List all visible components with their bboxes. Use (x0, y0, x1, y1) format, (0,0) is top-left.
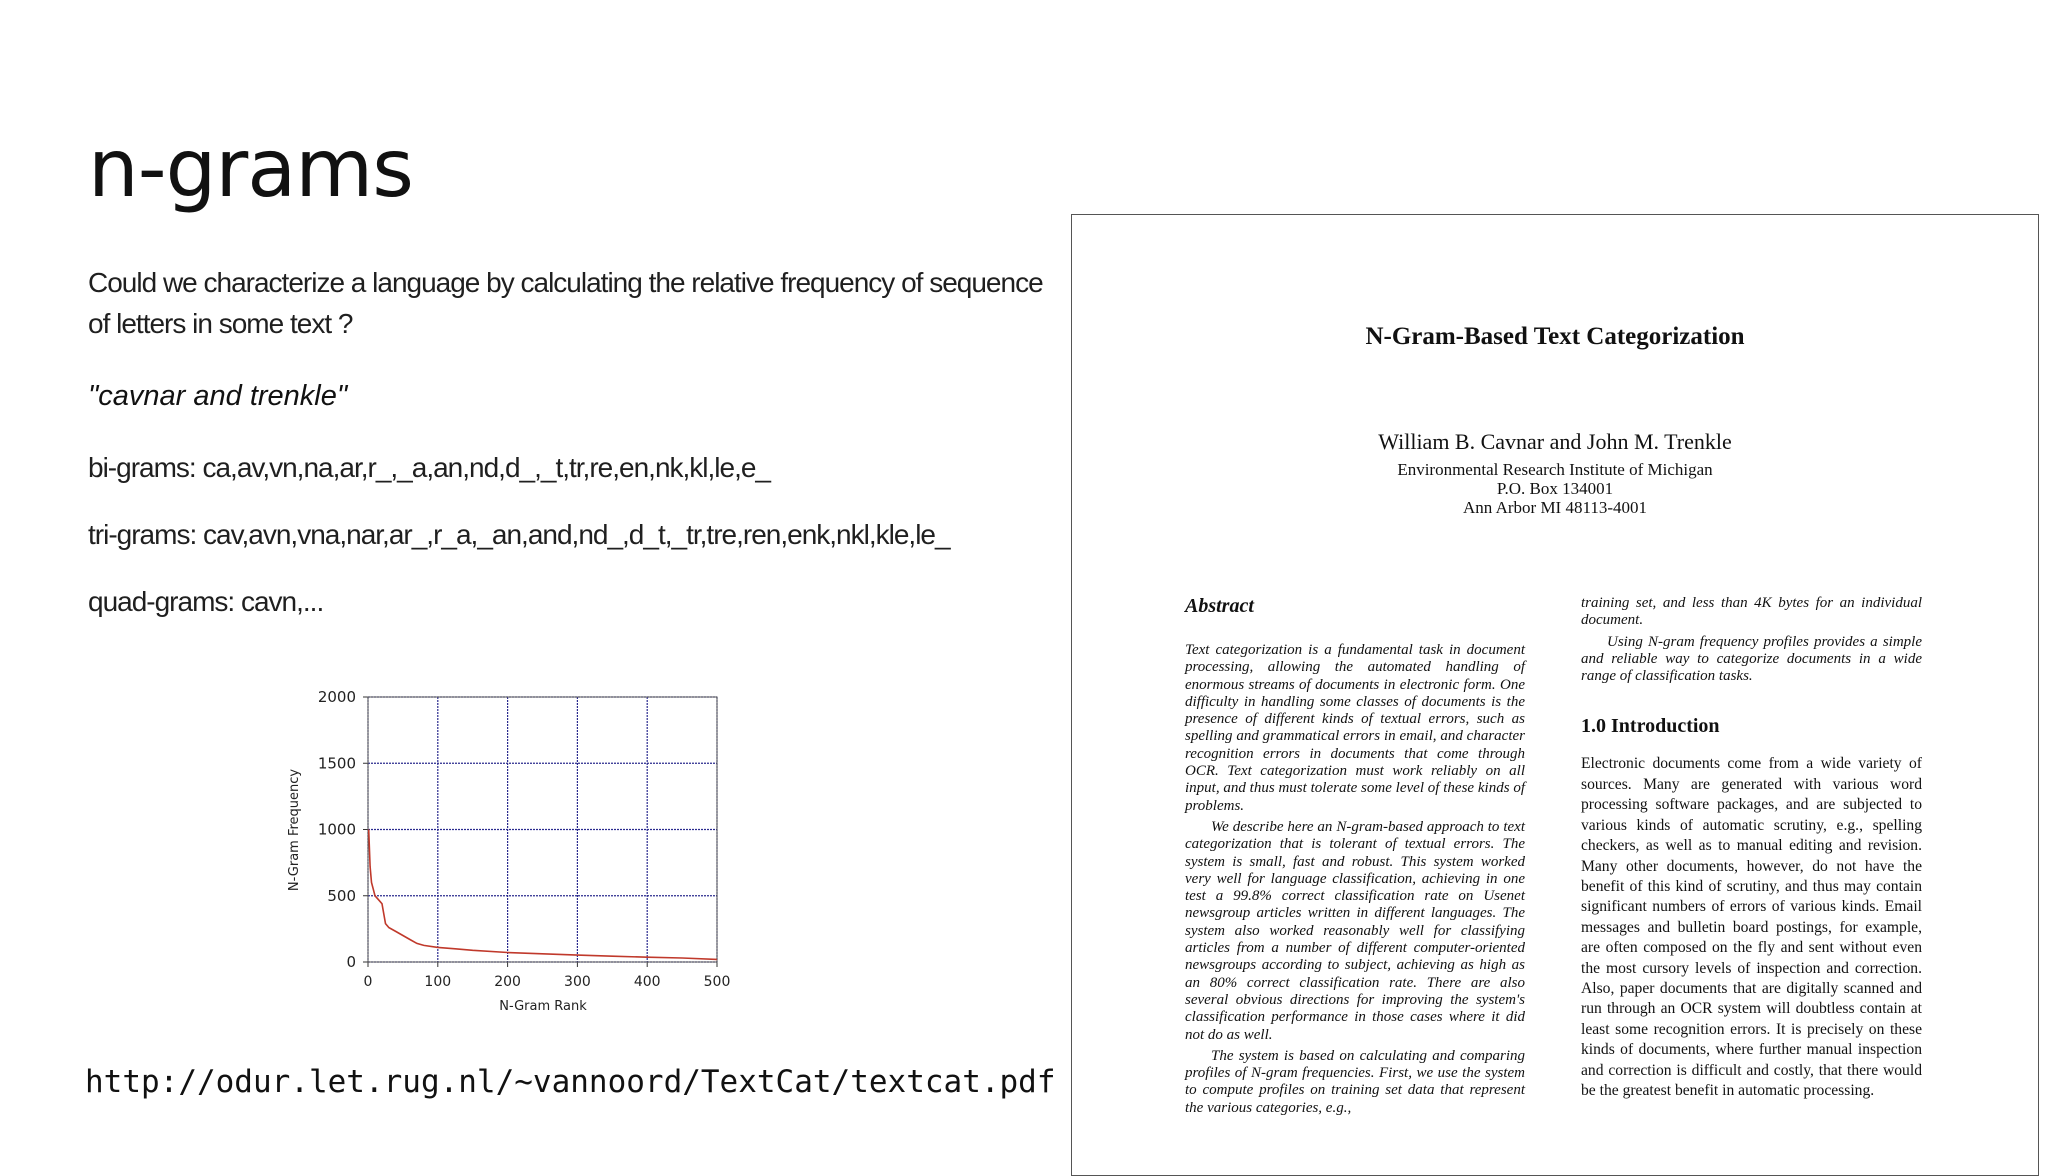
paper-authors: William B. Cavnar and John M. Trenkle (1378, 429, 1732, 454)
reference-quote: "cavnar and trenkle" (88, 380, 348, 412)
x-tick-label: 0 (363, 974, 373, 990)
paper-title: N-Gram-Based Text Categorization (1365, 323, 1745, 350)
x-tick-label: 400 (633, 974, 661, 990)
abstract-continuation: training set, and less than 4K bytes for an individual document. (1581, 595, 1922, 629)
paper-affiliation-line: Environmental Research Institute of Michigan (1397, 460, 1713, 479)
paper-affiliation-line: P.O. Box 134001 (1496, 479, 1614, 498)
abstract-heading: Abstract (1185, 595, 1254, 617)
y-axis-label: N-Gram Frequency (287, 768, 302, 892)
abstract-paragraph: Text categorization is a fundamental task in document processing, allowing the automated handling of enormous streams of documents in electronic form. One difficulty in handling some classes of documents is the presence of different kinds of textual errors, such as spelling and grammatical errors in email, and character recognition errors in documents that come through OCR. Text categorization must work reliably on all input, and thus must tolerate some level of these kinds of problems. (1185, 642, 1525, 814)
x-tick-label: 500 (703, 974, 731, 990)
chart-grid (368, 697, 717, 962)
trigrams-line: tri-grams: cav,avn,vna,nar,ar_,r_a,_an,and,nd_,d_t,_tr,tre,ren,enk,nkl,kle,le_ (88, 519, 950, 550)
bigrams-line: bi-grams: ca,av,vn,na,ar,r_,_a,an,nd,d_,_t,tr,re,en,nk,kl,le,e_ (88, 452, 771, 483)
y-tick-label: 500 (327, 886, 356, 905)
x-tick-label: 300 (564, 974, 591, 990)
introduction-heading: 1.0 Introduction (1581, 715, 1720, 738)
slide-title: n-grams (88, 122, 413, 215)
chart-series (369, 830, 717, 960)
quadgrams-line: quad-grams: cavn,... (88, 586, 324, 617)
y-tick-label: 1000 (317, 820, 356, 839)
ngram-frequency-chart (270, 670, 740, 1020)
x-tick-label: 100 (424, 974, 452, 990)
paper-left-column (1185, 595, 1525, 1121)
y-tick-label: 0 (346, 953, 356, 971)
paper-affiliation-line: Ann Arbor MI 48113-4001 (1463, 498, 1647, 517)
abstract-paragraph: The system is based on calculating and comparing profiles of N-gram frequencies. First, we use the system to compute profiles on training set data that represent the various categories, e.g., (1185, 1047, 1525, 1116)
abstract-paragraph: We describe here an N-gram-based approach to text categorization that is tolerant of textual errors. The system is small, fast and robust. This system worked very well for language classification, achieving in one test a 99.8% correct classification rate on Usenet newsgroup articles written in different languages. The system also worked reasonably well for classifying articles from a number of different computer-oriented newsgroups according to subject, achieving as high as an 80% correct classification rate. There are also several obvious directions for improving the system's classification performance in those cases where it did not do as well. (1185, 818, 1525, 1043)
paper-page-image (1071, 214, 2039, 1176)
frequency-curve (369, 830, 717, 960)
introduction-paragraph: Electronic documents come from a wide variety of sources. Many are generated with various word processing software packages, and are subjected to various kinds of automatic scrutiny, e.g., spelling checkers, as well as to manual editing and revision. Many other documents, however, do not have the benefit of this kind of scrutiny, and thus may contain significant numbers of errors of various kinds. Email messages and bulletin board postings, for example, are often composed on the fly and sent without even the most cursory levels of inspection and correction. Also, paper documents that are digitally scanned and run through an OCR system will doubtless contain at least some recognition errors. It is precisely on these kinds of documents, where further manual inspection and correction is difficult and costly, that there would be the greatest benefit in automatic processing. (1581, 755, 1922, 1099)
intro-question: Could we characterize a language by calculating the relative frequency of sequence of letters in some text ? (88, 267, 1043, 339)
y-tick-label: 2000 (317, 688, 356, 706)
x-axis-label: N-Gram Rank (499, 999, 587, 1014)
chart-axes (363, 697, 717, 967)
paper-url: http://odur.let.rug.nl/~vannoord/TextCat/textcat.pdf (85, 1064, 1056, 1100)
y-tick-label: 1500 (317, 754, 356, 773)
abstract-continuation: Using N-gram frequency profiles provides a simple and reliable way to categorize documents in a wide range of classification tasks. (1581, 633, 1922, 685)
paper-right-column (1581, 595, 1922, 1101)
x-tick-label: 200 (494, 974, 521, 990)
chart-tick-labels (318, 688, 731, 990)
